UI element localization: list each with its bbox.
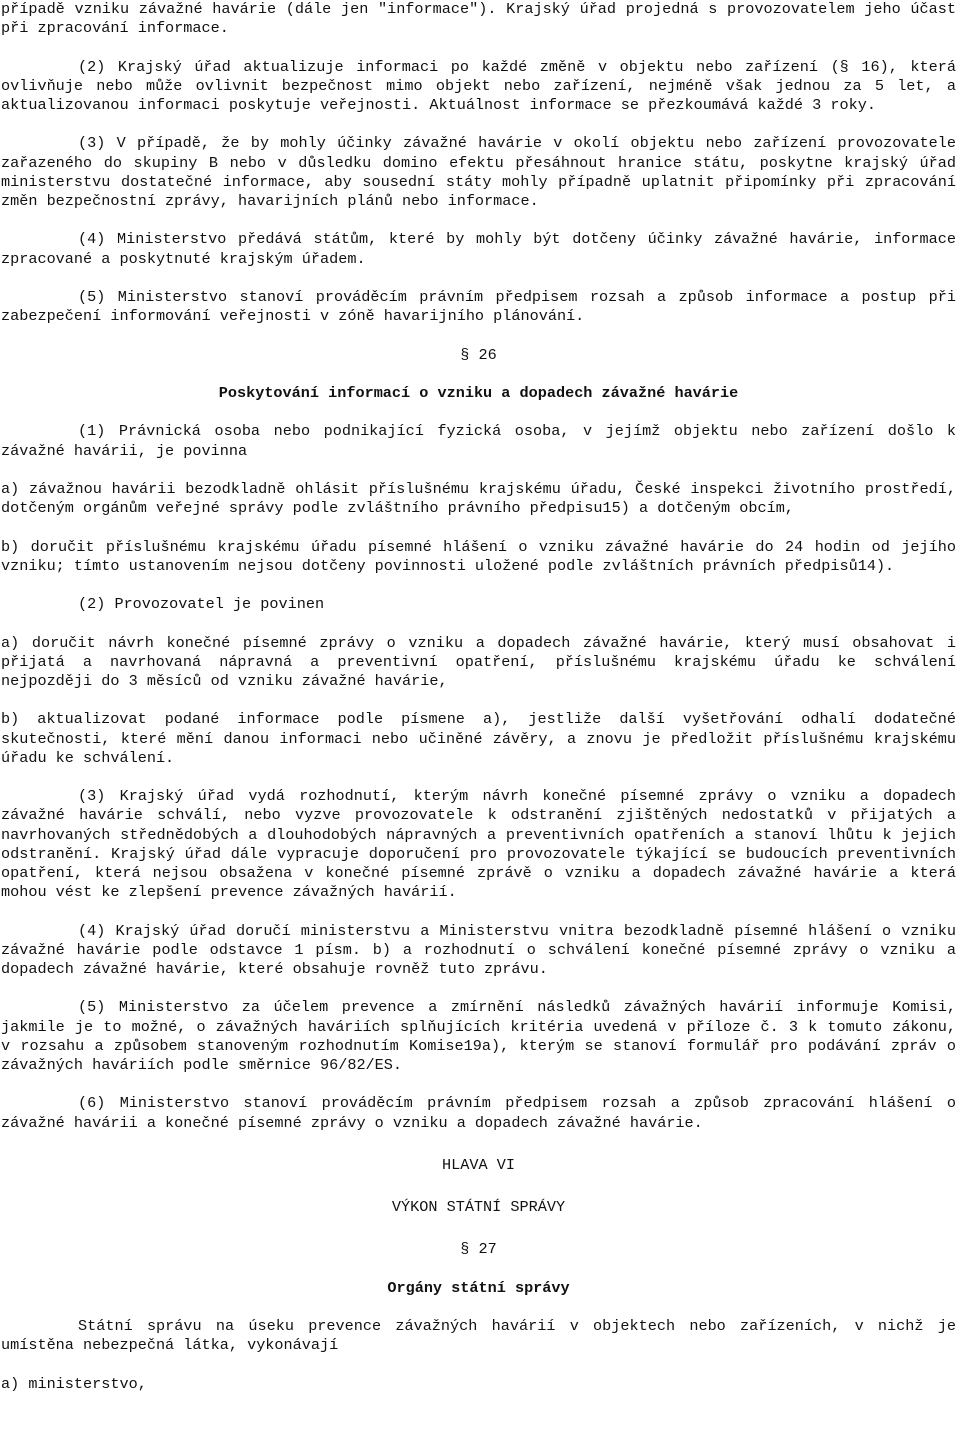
section-26-paragraph-3: (3) Krajský úřad vydá rozhodnutí, kterým návrh konečné písemné zprávy o vzniku a dopadech závažné havárie schválí, nebo vyzve provozovatele k odstranění zjištěných nedostatků v přijatých a navrhovaných střednědobých a dlouhodobých nápravných a preventivních opatřeních a stanoví lhůtu k jejich odstranění. Krajský úřad dále vypracuje doporučení pro provozovatele týkající se budoucích preventivních opatření, která nejsou obsažena v konečné písemné zprávě o vzniku a dopadech závažné havárie a která mohou vést ke zlepšení prevence závažných havárií. (1, 787, 956, 902)
section-26-title: Poskytování informací o vzniku a dopadech závažné havárie (218, 383, 739, 402)
section-26-paragraph-4: (4) Krajský úřad doručí ministerstvu a Ministerstvu vnitra bezodkladně písemné hlášení o vzniku závažné havárie podle odstavce 1 písm. b) a rozhodnutí o schválení konečné písemné zprávy o vzniku a dopadech závažné havárie, které obsahuje rovněž tuto zprávu. (1, 921, 956, 978)
section-26-paragraph-6: (6) Ministerstvo stanoví prováděcím právním předpisem rozsah a způsob zpracování hlášení o závažné havárii a konečné písemné zprávy o vzniku a dopadech závažné havárie. (1, 1094, 956, 1132)
hlava-number: HLAVA VI (442, 1155, 515, 1174)
section-25-paragraph-3: (3) V případě, že by mohly účinky závažné havárie v okolí objektu nebo zařízení provozovatele zařazeného do skupiny B nebo v důsledku domino efektu přesáhnout hranice státu, poskytne krajský úřad ministerstvu dostatečné informace, aby sousední státy mohly případně uplatnit připomínky při zpracování změn bezpečnostní zprávy, havarijních plánů nebo informace. (1, 134, 956, 210)
section-26-paragraph-5: (5) Ministerstvo za účelem prevence a zmírnění následků závažných havárií informuje Komisi, jakmile je to možné, o závažných haváriích splňujících kritéria uvedená v příloze č. 3 k tomuto zákonu, v rozsahu a způsobem stanoveným rozhodnutím Komise19a), kterým se stanoví formulář pro podávání zpráv o závažných haváriích podle směrnice 96/82/ES. (1, 998, 956, 1074)
section-26-paragraph-2-item-a: a) doručit návrh konečné písemné zprávy o vzniku a dopadech závažné havárie, který musí obsahovat i přijatá a navrhovaná nápravná a preventivní opatření, příslušnému krajskému úřadu ke schválení nejpozději do 3 měsíců od vzniku závažné havárie, (1, 633, 956, 690)
section-26-paragraph-1-item-b: b) doručit příslušnému krajskému úřadu písemné hlášení o vzniku závažné havárie do 24 hodin od jejího vzniku; tímto ustanovením nejsou dotčeny povinnosti uložené podle zvláštních právních předpisů14). (1, 537, 956, 575)
section-25-paragraph-4: (4) Ministerstvo předává státům, které by mohly být dotčeny účinky závažné havárie, informace zpracované a poskytnuté krajským úřadem. (1, 230, 956, 268)
section-27-intro: Státní správu na úseku prevence závažných havárií v objektech nebo zařízeních, v nichž je umístěna nebezpečná látka, vykonávají (1, 1316, 956, 1355)
section-26-number: § 26 (460, 345, 497, 364)
section-27-number: § 27 (460, 1240, 497, 1259)
hlava-title: VÝKON STÁTNÍ SPRÁVY (391, 1197, 566, 1216)
document-page (1, 0, 956, 1394)
section-26-paragraph-2-item-b: b) aktualizovat podané informace podle písmene a), jestliže další vyšetřování odhalí dodatečné skutečnosti, které mění danou informaci nebo učiněné závěry, a znovu je předložit příslušnému krajskému úřadu ke schválení. (1, 710, 956, 767)
section-26-paragraph-2: (2) Provozovatel je povinen (78, 595, 325, 614)
section-26-paragraph-1: (1) Právnická osoba nebo podnikající fyzická osoba, v jejímž objektu nebo zařízení došlo k závažné havárii, je povinna (1, 422, 956, 460)
section-26-paragraph-1-item-a: a) závažnou havárii bezodkladně ohlásit příslušnému krajskému úřadu, České inspekci životního prostředí, dotčeným orgánům veřejné správy podle zvláštního právního předpisu15) a dotčeným obcím, (1, 479, 956, 518)
paragraph-top: případě vzniku závažné havárie (dále jen "informace"). Krajský úřad projedná s provozovatelem jeho účast při zpracování informace. (1, 0, 956, 38)
section-27-title: Orgány státní správy (387, 1278, 570, 1297)
section-25-paragraph-2: (2) Krajský úřad aktualizuje informaci po každé změně v objektu nebo zařízení (§ 16), která ovlivňuje nebo může ovlivnit bezpečnost mimo objekt nebo zařízení, nejméně však jednou za 5 let, a aktualizovanou informaci poskytuje veřejnosti. Aktuálnost informace se přezkoumává každé 3 roky. (1, 57, 956, 114)
section-27-item-a: a) ministerstvo, (1, 1374, 147, 1393)
section-25-paragraph-5: (5) Ministerstvo stanoví prováděcím právním předpisem rozsah a způsob informace a postup při zabezpečení informování veřejnosti v zóně havarijního plánování. (1, 287, 956, 326)
